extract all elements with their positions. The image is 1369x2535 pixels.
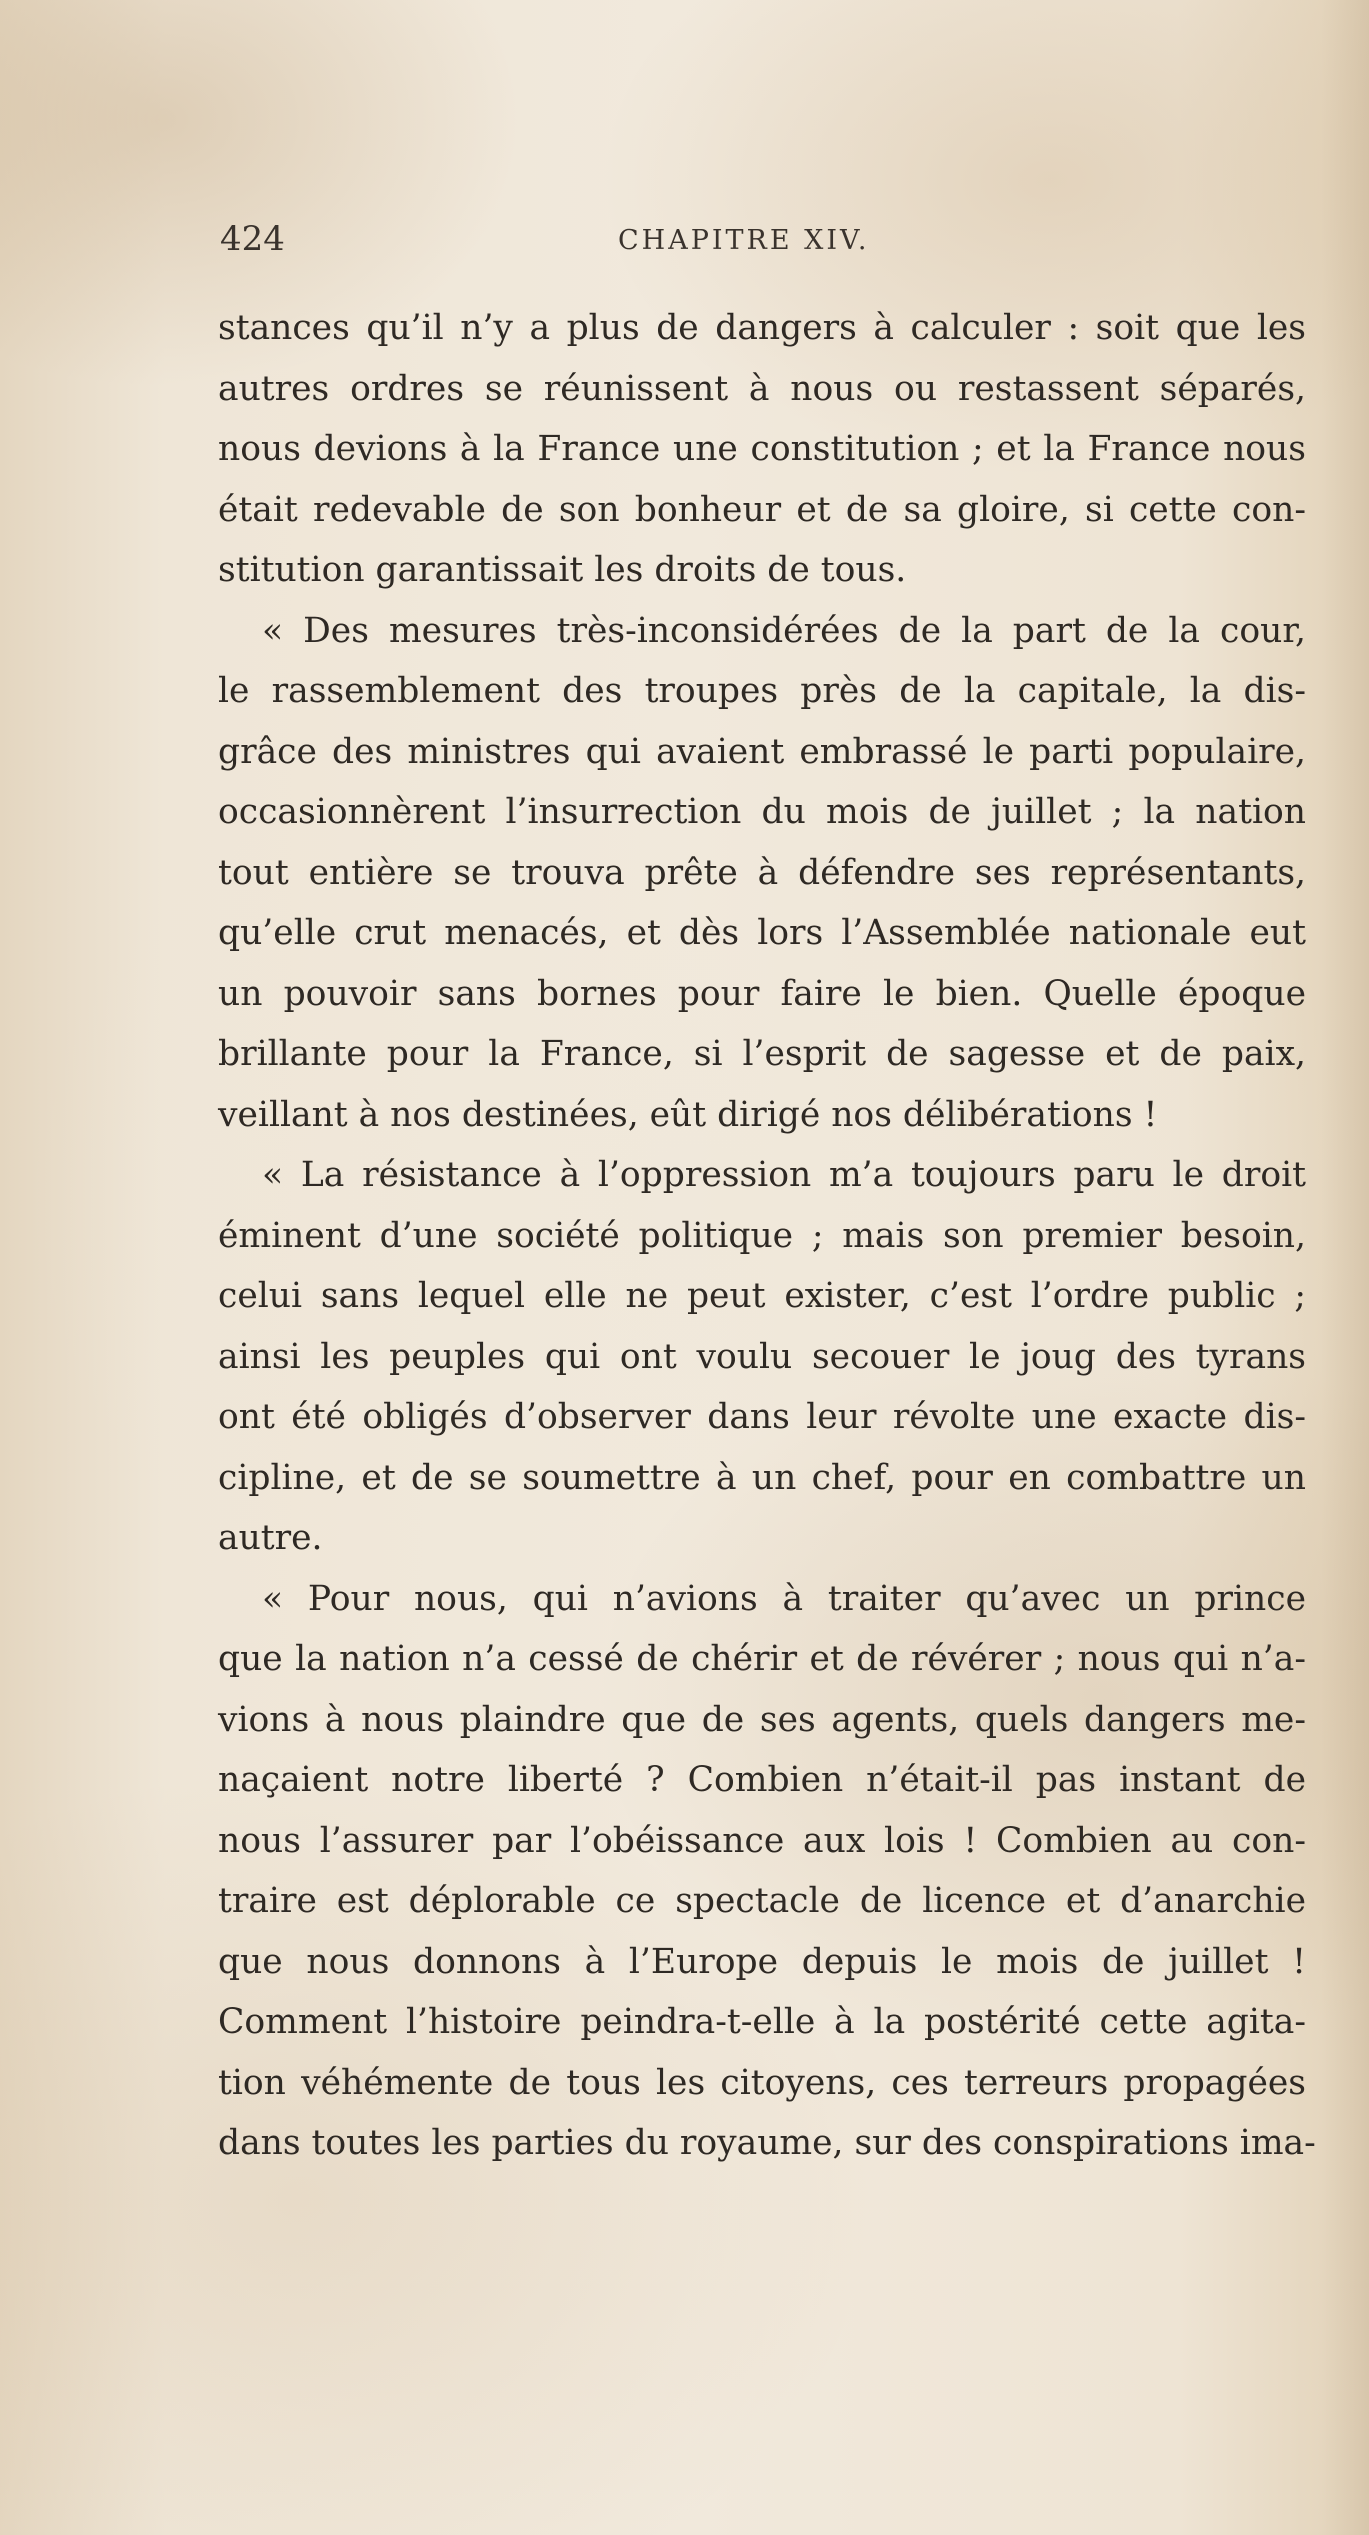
text-line: nous l’assurer par l’obéissance aux lois ! Combien au con- [218, 1820, 1306, 1861]
text-line: naçaient notre liberté ? Combien n’était-il pas instant de [218, 1760, 1306, 1800]
text-line: grâce des ministres qui avaient embrassé le parti populaire, [218, 731, 1306, 772]
text-line: occasionnèrent l’insurrection du mois de juillet ; la nation [218, 792, 1306, 832]
text-line: stitution garantissait les droits de tous. [218, 550, 907, 590]
text-line: éminent d’une société politique ; mais son premier besoin, [218, 1215, 1306, 1256]
text-line: « La résistance à l’oppression m’a toujours paru le droit [262, 1155, 1306, 1195]
text-line: tion véhémente de tous les citoyens, ces terreurs propagées [218, 2062, 1306, 2103]
text-line: dans toutes les parties du royaume, sur des conspirations ima- [218, 2123, 1316, 2163]
text-line: qu’elle crut menacés, et dès lors l’Assemblée nationale eut [218, 913, 1306, 953]
text-line: autre. [218, 1518, 323, 1558]
page-header [0, 214, 1369, 264]
text-line: autres ordres se réunissent à nous ou restassent séparés, [218, 368, 1306, 409]
text-line: nous devions à la France une constitution ; et la France nous [218, 429, 1306, 469]
text-line: cipline, et de se soumettre à un chef, pour en combattre un [218, 1457, 1306, 1498]
text-line: stances qu’il n’y a plus de dangers à calculer : soit que les [218, 308, 1306, 348]
text-line: ainsi les peuples qui ont voulu secouer le joug des tyrans [218, 1336, 1306, 1377]
text-line: le rassemblement des troupes près de la capitale, la dis- [218, 671, 1306, 711]
page-number: 424 [220, 219, 285, 259]
text-line: ont été obligés d’observer dans leur révolte une exacte dis- [218, 1397, 1306, 1437]
text-line: tout entière se trouva prête à défendre ses représentants, [218, 852, 1306, 893]
text-line: que nous donnons à l’Europe depuis le mois de juillet ! [218, 1941, 1306, 1982]
text-line: Comment l’histoire peindra-t-elle à la postérité cette agita- [218, 2002, 1306, 2042]
text-line: un pouvoir sans bornes pour faire le bien. Quelle époque [218, 973, 1306, 1014]
body-text [218, 298, 1316, 2174]
text-line: que la nation n’a cessé de chérir et de révérer ; nous qui n’a- [218, 1639, 1306, 1679]
text-line: était redevable de son bonheur et de sa gloire, si cette con- [218, 489, 1306, 530]
text-line: brillante pour la France, si l’esprit de sagesse et de paix, [218, 1034, 1306, 1074]
text-line: vions à nous plaindre que de ses agents, quels dangers me- [218, 1699, 1306, 1740]
text-line: veillant à nos destinées, eût dirigé nos délibérations ! [218, 1094, 1158, 1135]
text-line: traire est déplorable ce spectacle de licence et d’anarchie [218, 1881, 1306, 1921]
text-line: « Pour nous, qui n’avions à traiter qu’avec un prince [262, 1578, 1306, 1619]
running-title: CHAPITRE XIV. [618, 225, 870, 256]
text-line: celui sans lequel elle ne peut exister, c’est l’ordre public ; [218, 1276, 1306, 1316]
text-line: « Des mesures très-inconsidérées de la part de la cour, [262, 610, 1306, 651]
